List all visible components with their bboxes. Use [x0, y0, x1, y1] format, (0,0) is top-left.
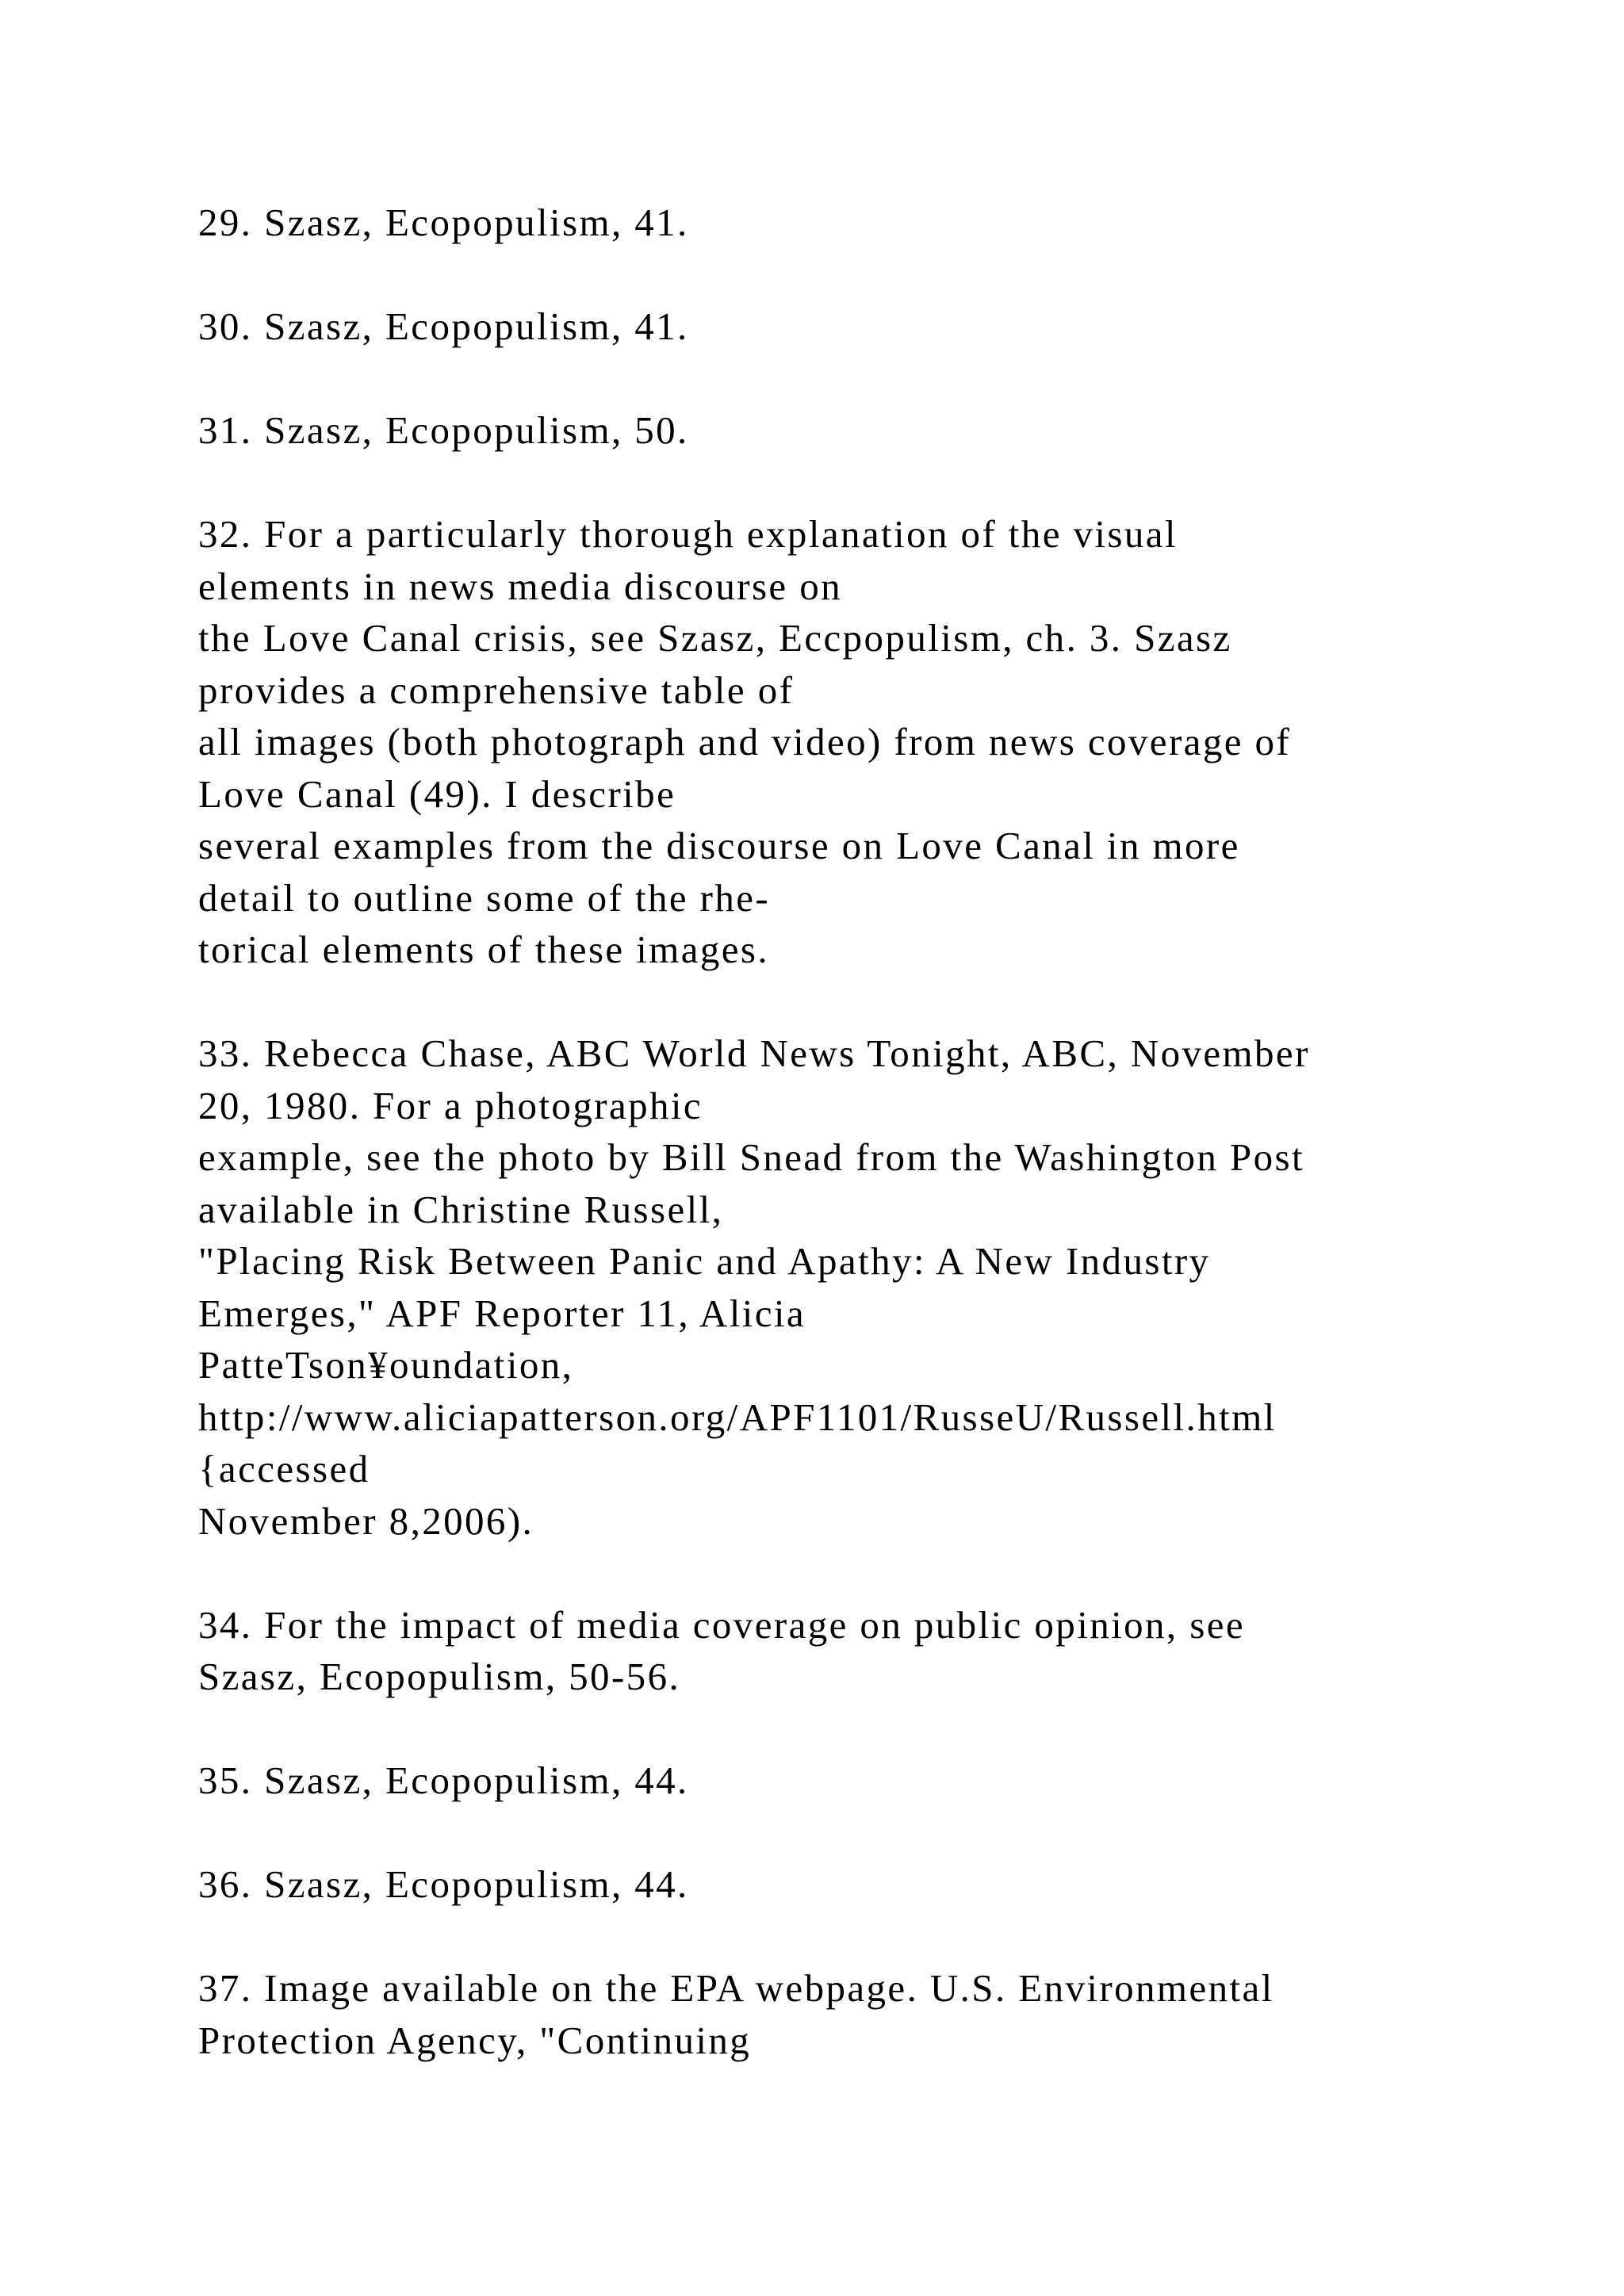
endnote-line: 20, 1980. For a photographic	[198, 1083, 703, 1127]
endnote-line: Emerges," APF Reporter 11, Alicia	[198, 1291, 806, 1335]
endnote-34	[198, 1599, 1546, 1703]
endnote-line: 31. Szasz, Ecopopulism, 50.	[198, 408, 689, 452]
endnote-33	[198, 1027, 1546, 1547]
endnote-line: 36. Szasz, Ecopopulism, 44.	[198, 1862, 689, 1906]
endnote-line: 35. Szasz, Ecopopulism, 44.	[198, 1758, 689, 1802]
endnote-line: 32. For a particularly thorough explanation of the visual	[198, 512, 1178, 556]
endnote-29	[198, 197, 1546, 249]
endnote-line: detail to outline some of the rhe-	[198, 875, 771, 920]
endnote-line: 30. Szasz, Ecopopulism, 41.	[198, 304, 689, 348]
endnote-30	[198, 300, 1546, 353]
endnote-line: available in Christine Russell,	[198, 1187, 724, 1231]
endnote-line: the Love Canal crisis, see Szasz, Eccpopulism, ch. 3. Szasz	[198, 616, 1232, 660]
endnote-line: Szasz, Ecopopulism, 50-56.	[198, 1655, 681, 1698]
endnote-line: 29. Szasz, Ecopopulism, 41.	[198, 201, 689, 244]
endnote-line: all images (both photograph and video) from news coverage of	[198, 720, 1292, 763]
endnotes-list	[198, 197, 1546, 2118]
endnote-line: torical elements of these images.	[198, 928, 770, 971]
endnote-line: provides a comprehensive table of	[198, 668, 795, 712]
endnote-37	[198, 1962, 1546, 2066]
endnote-36	[198, 1858, 1546, 1911]
endnote-32	[198, 508, 1546, 976]
endnote-line: example, see the photo by Bill Snead from the Washington Post	[198, 1135, 1304, 1179]
endnote-line: 34. For the impact of media coverage on public opinion, see	[198, 1602, 1245, 1647]
endnote-line: several examples from the discourse on Love Canal in more	[198, 824, 1240, 867]
endnote-line: 37. Image available on the EPA webpage. U.S. Environmental	[198, 1966, 1274, 2010]
endnote-line: elements in news media discourse on	[198, 564, 843, 608]
endnote-35	[198, 1755, 1546, 1807]
endnote-line: 33. Rebecca Chase, ABC World News Tonight, ABC, November	[198, 1031, 1310, 1075]
endnote-line: {accessed	[198, 1447, 370, 1490]
endnote-line: Love Canal (49). I describe	[198, 771, 676, 816]
endnote-31	[198, 404, 1546, 457]
endnote-line: Protection Agency, "Continuing	[198, 2018, 752, 2062]
endnote-line: November 8,2006).	[198, 1498, 534, 1543]
endnote-line: PatteTson¥oundation,	[198, 1343, 574, 1387]
endnote-line: "Placing Risk Between Panic and Apathy: A New Industry	[198, 1239, 1211, 1283]
endnote-url: http://www.aliciapatterson.org/APF1101/RusseU/Russell.html	[198, 1395, 1277, 1439]
